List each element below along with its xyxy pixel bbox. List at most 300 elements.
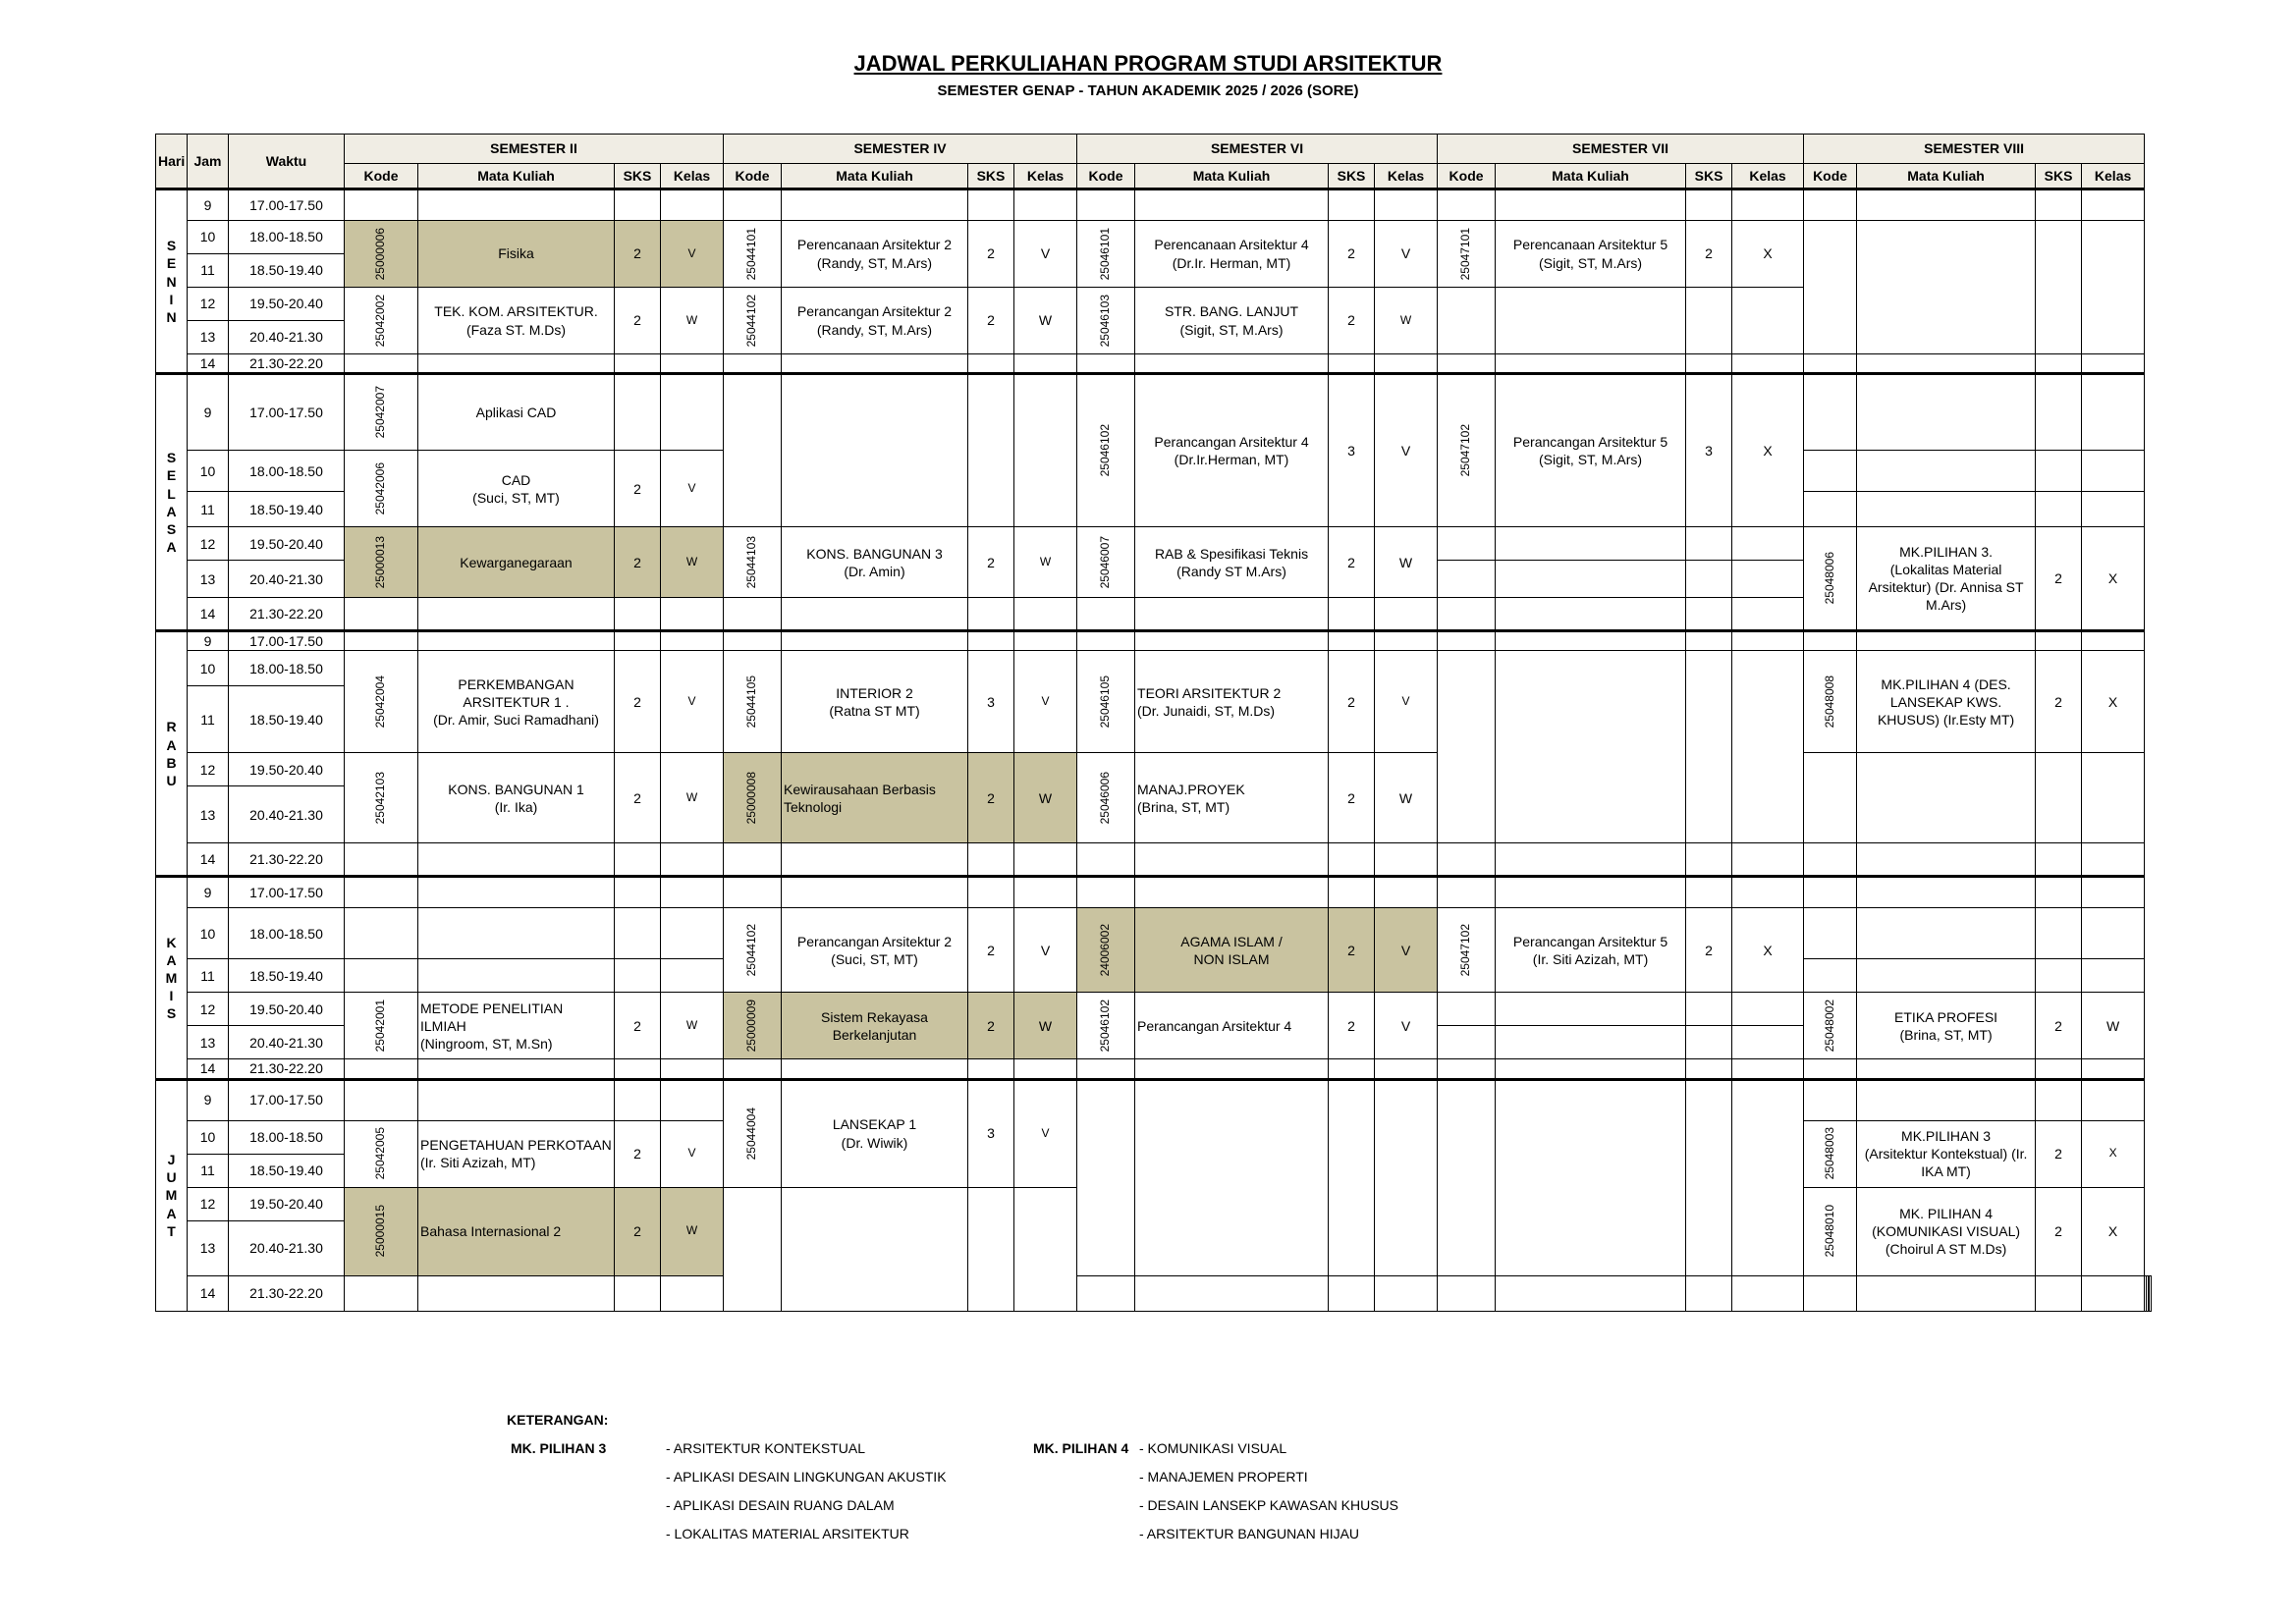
- course-code: 25046007: [1098, 535, 1113, 589]
- empty-cell: [615, 1079, 661, 1120]
- header-sks: SKS: [1686, 164, 1732, 189]
- legend-pilihan4-label: MK. PILIHAN 4: [1033, 1440, 1129, 1456]
- header-kelas: Kelas: [661, 164, 724, 189]
- course-code-cell: [1077, 221, 1135, 288]
- empty-cell: [418, 1275, 615, 1311]
- course-name: Perancangan Arsitektur 5 (Sigit, ST, M.Ars): [1496, 374, 1686, 527]
- waktu-cell: 20.40-21.30: [229, 786, 345, 843]
- empty-cell: [2082, 753, 2145, 843]
- course-kelas: X: [1732, 221, 1804, 288]
- course-kelas: W: [661, 1187, 724, 1275]
- course-kelas: V: [1375, 221, 1438, 288]
- empty-cell: [1438, 527, 1496, 561]
- empty-cell: [1077, 598, 1135, 631]
- empty-cell: [1329, 598, 1375, 631]
- empty-cell: [1375, 598, 1438, 631]
- empty-cell: [1732, 993, 1804, 1026]
- course-sks: 2: [1686, 221, 1732, 288]
- course-kelas: W: [1375, 753, 1438, 843]
- jam-cell: 13: [188, 1026, 229, 1059]
- empty-cell: [1375, 1275, 1438, 1311]
- empty-cell: [418, 631, 615, 651]
- waktu-cell: 18.50-19.40: [229, 959, 345, 993]
- empty-cell: [1438, 631, 1496, 651]
- course-kelas: [661, 374, 724, 451]
- course-code: 25044004: [744, 1107, 759, 1161]
- empty-cell: [661, 908, 724, 959]
- jam-cell: 13: [188, 561, 229, 598]
- header-semester: SEMESTER IV: [724, 135, 1077, 164]
- empty-cell: [1375, 877, 1438, 908]
- header-sks: SKS: [1329, 164, 1375, 189]
- empty-cell: [2036, 843, 2082, 877]
- course-name: RAB & Spesifikasi Teknis (Randy ST M.Ars): [1135, 527, 1329, 598]
- course-code: 25044101: [744, 227, 759, 281]
- header-semester: SEMESTER II: [345, 135, 724, 164]
- empty-cell: [2082, 374, 2145, 451]
- empty-cell: [1732, 1026, 1804, 1059]
- jam-cell: 11: [188, 686, 229, 753]
- course-kelas: W: [1375, 288, 1438, 354]
- empty-cell: [2082, 221, 2145, 354]
- empty-cell: [1496, 527, 1686, 561]
- course-sks: 2: [968, 288, 1014, 354]
- empty-cell: [345, 959, 418, 993]
- empty-cell: [1686, 561, 1732, 598]
- waktu-cell: 18.50-19.40: [229, 1154, 345, 1187]
- waktu-cell: 19.50-20.40: [229, 527, 345, 561]
- course-sks: 2: [2036, 993, 2082, 1059]
- course-code: 24006002: [1098, 924, 1113, 977]
- course-code: 25047101: [1458, 227, 1473, 281]
- course-sks: 2: [1329, 221, 1375, 288]
- empty-cell: [2082, 959, 2145, 993]
- empty-cell: [418, 1079, 615, 1120]
- jam-cell: 10: [188, 651, 229, 686]
- course-code-cell: [1077, 753, 1135, 843]
- empty-cell: [345, 1079, 418, 1120]
- course-code: 25046102: [1098, 424, 1113, 477]
- course-code-cell: [1438, 374, 1496, 527]
- empty-cell: [1077, 1275, 1135, 1311]
- schedule-table: [155, 134, 2152, 1312]
- course-kelas: X: [1732, 908, 1804, 993]
- header-jam: Jam: [188, 135, 229, 189]
- empty-cell: [968, 189, 1014, 221]
- empty-cell: [615, 843, 661, 877]
- jam-cell: 9: [188, 631, 229, 651]
- course-kelas: X: [2082, 1187, 2145, 1275]
- empty-cell: [1857, 843, 2036, 877]
- empty-cell: [661, 843, 724, 877]
- empty-cell: [418, 1059, 615, 1079]
- jam-cell: 12: [188, 527, 229, 561]
- empty-cell: [615, 959, 661, 993]
- course-code: 25048010: [1822, 1205, 1836, 1258]
- empty-cell: [968, 354, 1014, 374]
- empty-cell: [1804, 1059, 1857, 1079]
- empty-cell: [1438, 288, 1496, 354]
- empty-cell: [661, 354, 724, 374]
- empty-cell: [968, 877, 1014, 908]
- header-mata-kuliah: Mata Kuliah: [418, 164, 615, 189]
- empty-cell: [1496, 993, 1686, 1026]
- empty-cell: [2036, 221, 2082, 354]
- empty-cell: [1857, 189, 2036, 221]
- jam-cell: 10: [188, 451, 229, 492]
- legend: [0, 1404, 2296, 1561]
- empty-cell: [1135, 631, 1329, 651]
- header-mata-kuliah: Mata Kuliah: [1857, 164, 2036, 189]
- course-code-cell: [724, 908, 782, 993]
- empty-cell: [1329, 1079, 1375, 1275]
- empty-cell: [1857, 753, 2036, 843]
- course-sks: 2: [615, 221, 661, 288]
- jam-cell: 14: [188, 598, 229, 631]
- waktu-cell: 21.30-22.20: [229, 1275, 345, 1311]
- course-code: 25000008: [744, 772, 759, 825]
- course-name: Perencanaan Arsitektur 5 (Sigit, ST, M.Ars): [1496, 221, 1686, 288]
- course-sks: 2: [968, 527, 1014, 598]
- empty-cell: [2082, 354, 2145, 374]
- course-code: 25044102: [744, 924, 759, 977]
- empty-cell: [1496, 598, 1686, 631]
- day-label: S E N I N: [156, 189, 188, 374]
- header-mata-kuliah: Mata Kuliah: [1496, 164, 1686, 189]
- empty-cell: [724, 189, 782, 221]
- empty-cell: [2036, 1059, 2082, 1079]
- empty-cell: [615, 354, 661, 374]
- empty-cell: [1686, 527, 1732, 561]
- empty-cell: [782, 1059, 968, 1079]
- jam-cell: 12: [188, 993, 229, 1026]
- header-kelas: Kelas: [2082, 164, 2145, 189]
- empty-cell: [1329, 354, 1375, 374]
- course-kelas: V: [1014, 1079, 1077, 1187]
- empty-cell: [1804, 753, 1857, 843]
- waktu-cell: 18.50-19.40: [229, 492, 345, 527]
- course-sks: 2: [1329, 651, 1375, 753]
- course-code-cell: [1438, 221, 1496, 288]
- empty-cell: [1857, 1059, 2036, 1079]
- course-sks: 2: [615, 753, 661, 843]
- course-code: 25042005: [373, 1127, 388, 1180]
- jam-cell: 12: [188, 1187, 229, 1220]
- empty-cell: [1375, 1079, 1438, 1275]
- legend-item: - ARSITEKTUR BANGUNAN HIJAU: [1139, 1526, 1360, 1541]
- empty-cell: [2036, 753, 2082, 843]
- jam-cell: 14: [188, 843, 229, 877]
- empty-cell: [1496, 651, 1686, 843]
- course-code: 25000009: [744, 1000, 759, 1053]
- empty-cell: [1804, 374, 1857, 451]
- legend-item: - DESAIN LANSEKP KAWASAN KHUSUS: [1139, 1497, 1398, 1513]
- empty-cell: [968, 631, 1014, 651]
- empty-cell: [1732, 288, 1804, 354]
- empty-cell: [1438, 1059, 1496, 1079]
- empty-cell: [345, 843, 418, 877]
- course-name: Perencanaan Arsitektur 4 (Dr.Ir. Herman, MT): [1135, 221, 1329, 288]
- course-code-cell: [724, 288, 782, 354]
- header-semester: SEMESTER VI: [1077, 135, 1438, 164]
- waktu-cell: 21.30-22.20: [229, 354, 345, 374]
- empty-cell: [1438, 651, 1496, 843]
- course-code-cell: [345, 1120, 418, 1187]
- empty-cell: [1857, 1275, 2036, 1311]
- course-kelas: X: [1732, 374, 1804, 527]
- course-code: 25048006: [1822, 552, 1836, 605]
- empty-cell: [1496, 354, 1686, 374]
- empty-cell: [1014, 1059, 1077, 1079]
- empty-cell: [418, 877, 615, 908]
- empty-cell: [1686, 843, 1732, 877]
- empty-cell: [1732, 651, 1804, 843]
- jam-cell: 12: [188, 753, 229, 786]
- empty-cell: [1135, 1059, 1329, 1079]
- empty-cell: [1732, 1059, 1804, 1079]
- course-code-cell: [1077, 993, 1135, 1059]
- course-kelas: V: [1375, 993, 1438, 1059]
- course-code: 25047102: [1458, 424, 1473, 477]
- header-kelas: Kelas: [1014, 164, 1077, 189]
- waktu-cell: 19.50-20.40: [229, 753, 345, 786]
- empty-cell: [1496, 1026, 1686, 1059]
- course-sks: 2: [968, 753, 1014, 843]
- course-kelas: V: [661, 221, 724, 288]
- page-title: JADWAL PERKULIAHAN PROGRAM STUDI ARSITEKTUR: [853, 51, 1443, 76]
- empty-cell: [1077, 189, 1135, 221]
- waktu-cell: 20.40-21.30: [229, 321, 345, 354]
- course-code: 25048008: [1822, 676, 1836, 729]
- course-sks: 2: [1329, 908, 1375, 993]
- course-name: Perancangan Arsitektur 2 (Randy, ST, M.Ars): [782, 288, 968, 354]
- course-kelas: W: [661, 993, 724, 1059]
- jam-cell: 9: [188, 1079, 229, 1120]
- course-code-cell: [345, 753, 418, 843]
- course-code-cell: [724, 753, 782, 843]
- empty-cell: [345, 598, 418, 631]
- empty-cell: [1686, 189, 1732, 221]
- waktu-cell: 17.00-17.50: [229, 374, 345, 451]
- day-label: K A M I S: [156, 877, 188, 1079]
- header-waktu: Waktu: [229, 135, 345, 189]
- header-kelas: Kelas: [1732, 164, 1804, 189]
- empty-cell: [1014, 877, 1077, 908]
- waktu-cell: 18.00-18.50: [229, 451, 345, 492]
- course-name: INTERIOR 2 (Ratna ST MT): [782, 651, 968, 753]
- empty-cell: [724, 354, 782, 374]
- course-kelas: V: [661, 451, 724, 527]
- empty-cell: [1732, 843, 1804, 877]
- course-name: METODE PENELITIAN ILMIAH (Ningroom, ST, M.Sn): [418, 993, 615, 1059]
- course-name: ETIKA PROFESI (Brina, ST, MT): [1857, 993, 2036, 1059]
- waktu-cell: 19.50-20.40: [229, 1187, 345, 1220]
- course-code-cell: [724, 651, 782, 753]
- empty-cell: [1438, 877, 1496, 908]
- empty-cell: [2036, 1079, 2082, 1120]
- empty-cell: [1077, 631, 1135, 651]
- course-code-cell: [345, 451, 418, 527]
- legend-item: - LOKALITAS MATERIAL ARSITEKTUR: [666, 1526, 909, 1541]
- course-sks: 2: [2036, 1120, 2082, 1187]
- empty-cell: [1686, 1026, 1732, 1059]
- empty-cell: [1014, 354, 1077, 374]
- empty-cell: [1496, 1059, 1686, 1079]
- course-code-cell: [724, 221, 782, 288]
- empty-cell: [1014, 189, 1077, 221]
- course-kelas: W: [1014, 288, 1077, 354]
- course-kelas: W: [661, 527, 724, 598]
- empty-cell: [2082, 631, 2145, 651]
- empty-cell: [1438, 598, 1496, 631]
- header-semester: SEMESTER VIII: [1804, 135, 2145, 164]
- course-code: 25046102: [1098, 1000, 1113, 1053]
- empty-cell: [1375, 189, 1438, 221]
- empty-cell: [1014, 843, 1077, 877]
- course-kelas: V: [1375, 374, 1438, 527]
- day-label: R A B U: [156, 631, 188, 877]
- course-name: LANSEKAP 1 (Dr. Wiwik): [782, 1079, 968, 1187]
- empty-cell: [1077, 1079, 1135, 1275]
- empty-cell: [1686, 354, 1732, 374]
- course-code-cell: [345, 993, 418, 1059]
- empty-cell: [968, 1059, 1014, 1079]
- empty-cell: [418, 908, 615, 959]
- empty-cell: [782, 598, 968, 631]
- empty-cell: [1732, 1275, 1804, 1311]
- empty-cell: [1329, 631, 1375, 651]
- empty-cell: [1804, 631, 1857, 651]
- course-sks: 3: [1686, 374, 1732, 527]
- empty-cell: [724, 1187, 782, 1311]
- empty-cell: [345, 877, 418, 908]
- empty-cell: [2036, 374, 2082, 451]
- course-name: Perancangan Arsitektur 5 (Ir. Siti Azizah, MT): [1496, 908, 1686, 993]
- empty-cell: [615, 877, 661, 908]
- course-name: Sistem Rekayasa Berkelanjutan: [782, 993, 968, 1059]
- course-code-cell: [1077, 908, 1135, 993]
- course-kelas: W: [1014, 993, 1077, 1059]
- course-code-cell: [724, 993, 782, 1059]
- empty-cell: [1686, 651, 1732, 843]
- course-code-cell: [1804, 1187, 1857, 1275]
- header-kode: Kode: [1804, 164, 1857, 189]
- empty-cell: [1329, 1059, 1375, 1079]
- empty-cell: [1804, 908, 1857, 959]
- course-kelas: W: [1375, 527, 1438, 598]
- course-code: 25047102: [1458, 924, 1473, 977]
- empty-cell: [724, 374, 782, 527]
- empty-cell: [1857, 354, 2036, 374]
- empty-cell: [2036, 354, 2082, 374]
- waktu-cell: 17.00-17.50: [229, 877, 345, 908]
- empty-cell: [1732, 354, 1804, 374]
- empty-cell: [1135, 843, 1329, 877]
- course-kelas: W: [1014, 527, 1077, 598]
- empty-cell: [2036, 189, 2082, 221]
- empty-cell: [1496, 1275, 1686, 1311]
- empty-cell: [2082, 908, 2145, 959]
- course-kelas: X: [2082, 1120, 2145, 1187]
- empty-cell: [1732, 631, 1804, 651]
- course-code-cell: [1077, 374, 1135, 527]
- course-name: Perancangan Arsitektur 2 (Suci, ST, MT): [782, 908, 968, 993]
- page-subtitle: SEMESTER GENAP - TAHUN AKADEMIK 2025 / 2026 (SORE): [937, 82, 1359, 99]
- course-name: Aplikasi CAD: [418, 374, 615, 451]
- empty-cell: [782, 877, 968, 908]
- empty-cell: [1857, 908, 2036, 959]
- header-kode: Kode: [1438, 164, 1496, 189]
- header-kelas: Kelas: [1375, 164, 1438, 189]
- jam-cell: 14: [188, 1275, 229, 1311]
- empty-cell: [1857, 221, 2036, 354]
- empty-cell: [1135, 1079, 1329, 1275]
- jam-cell: 14: [188, 1059, 229, 1079]
- empty-cell: [661, 1275, 724, 1311]
- course-code: 25048002: [1822, 1000, 1836, 1053]
- empty-cell: [1686, 598, 1732, 631]
- empty-cell: [782, 1187, 968, 1311]
- course-sks: 2: [1329, 288, 1375, 354]
- empty-cell: [1438, 1079, 1496, 1275]
- empty-cell: [724, 598, 782, 631]
- course-code-cell: [724, 1079, 782, 1187]
- waktu-cell: 21.30-22.20: [229, 843, 345, 877]
- course-code: 25042001: [373, 1000, 388, 1053]
- course-code: 25000013: [373, 535, 388, 589]
- empty-cell: [661, 1079, 724, 1120]
- empty-cell: [1077, 1059, 1135, 1079]
- course-sks: 2: [615, 1120, 661, 1187]
- jam-cell: 11: [188, 1154, 229, 1187]
- empty-cell: [968, 598, 1014, 631]
- course-code: 25046101: [1098, 227, 1113, 281]
- empty-cell: [661, 1059, 724, 1079]
- empty-cell: [782, 374, 968, 527]
- empty-cell: [2082, 451, 2145, 492]
- course-name: CAD (Suci, ST, MT): [418, 451, 615, 527]
- course-sks: 2: [1329, 527, 1375, 598]
- empty-cell: [1857, 451, 2036, 492]
- course-sks: 2: [1329, 753, 1375, 843]
- empty-cell: [724, 843, 782, 877]
- waktu-cell: 17.00-17.50: [229, 631, 345, 651]
- empty-cell: [2036, 631, 2082, 651]
- empty-cell: [1135, 354, 1329, 374]
- jam-cell: 10: [188, 221, 229, 254]
- course-sks: 2: [615, 288, 661, 354]
- empty-cell: [661, 877, 724, 908]
- course-sks: 3: [968, 1079, 1014, 1187]
- course-kelas: V: [661, 1120, 724, 1187]
- empty-cell: [724, 631, 782, 651]
- course-code: 25042006: [373, 461, 388, 515]
- empty-cell: [1732, 561, 1804, 598]
- empty-cell: [1077, 354, 1135, 374]
- empty-cell: [418, 598, 615, 631]
- empty-cell: [1496, 843, 1686, 877]
- course-code: 25042004: [373, 676, 388, 729]
- empty-cell: [1329, 1275, 1375, 1311]
- empty-cell: [1077, 843, 1135, 877]
- empty-cell: [1014, 374, 1077, 527]
- course-code: 25042002: [373, 294, 388, 348]
- waktu-cell: 18.00-18.50: [229, 908, 345, 959]
- empty-cell: [1329, 843, 1375, 877]
- empty-cell: [1804, 451, 1857, 492]
- course-kelas: V: [1375, 651, 1438, 753]
- empty-cell: [2036, 908, 2082, 959]
